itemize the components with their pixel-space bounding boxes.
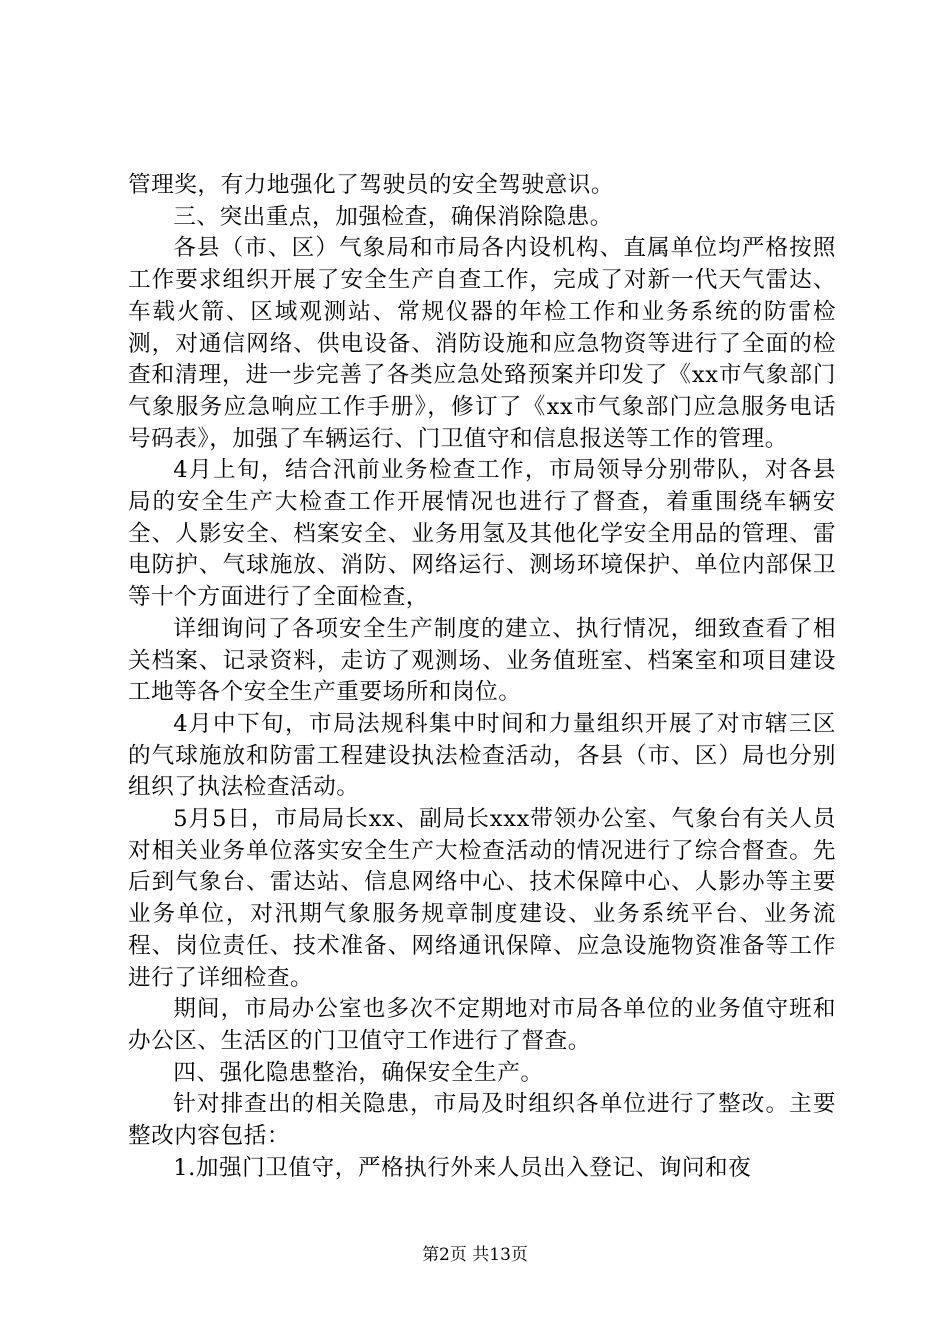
paragraph: 5月5日，市局局长xx、副局长xxx带领办公室、气象台有关人员对相关业务单位落实安全生产大检查活动的情况进行了综合督查。先后到气象台、雷达站、信息网络中心、技术保障中心、人影办等主要业务单位，对汛期气象服务规章制度建设、业务系统平台、业务流程、岗位责任、技术准备、网络通讯保障、应急设施物资准备等工作进行了详细检查。 — [128, 806, 836, 991]
paragraph: 4月中下旬，市局法规科集中时间和力量组织开展了对市辖三区的气球施放和防雷工程建设执法检查活动，各县（市、区）局也分别组织了执法检查活动。 — [128, 710, 836, 801]
paragraph: 各县（市、区）气象局和市局各内设机构、直属单位均严格按照工作要求组织开展了安全生产自查工作，完成了对新一代天气雷达、车载火箭、区域观测站、常规仪器的年检工作和业务系统的防雷检测，对通信网络、供电设备、消防设施和应急物资等进行了全面的检查和清理，进一步完善了各类应急处臵预案并印发了《xx市气象部门气象服务应急响应工作手册》，修订了《xx市气象部门应急服务电话号码表》，加强了车辆运行、门卫值守和信息报送等工作的管理。 — [128, 235, 836, 452]
section-heading: 四、强化隐患整治，确保安全生产。 — [173, 1059, 544, 1086]
paragraph: 4月上旬，结合汛前业务检查工作，市局领导分别带队，对各县局的安全生产大检查工作开展情况也进行了督查，着重围绕车辆安全、人影安全、档案安全、业务用氢及其他化学安全用品的管理、雷电防护、气球施放、消防、网络运行、测场环境保护、单位内部保卫等十个方面进行了全面检查， — [128, 457, 836, 611]
paragraph: 管理奖，有力地强化了驾驶员的安全驾驶意识。 — [128, 172, 615, 198]
paragraph: 针对排查出的相关隐患，市局及时组织各单位进行了整改。主要整改内容包括： — [128, 1091, 836, 1150]
document-body — [128, 170, 836, 1185]
paragraph: 期间，市局办公室也多次不定期地对市局各单位的业务值守班和办公区、生活区的门卫值守工作进行了督查。 — [128, 996, 836, 1054]
page-footer — [0, 1244, 950, 1266]
page-number: 第2页 共13页 — [422, 1245, 528, 1265]
paragraph: 详细询问了各项安全生产制度的建立、执行情况，细致查看了相关档案、记录资料，走访了观测场、业务值班室、档案室和项目建设工地等各个安全生产重要场所和岗位。 — [128, 615, 836, 706]
section-heading: 三、突出重点，加强检查，确保消除隐患。 — [173, 203, 613, 230]
paragraph: 1.加强门卫值守，严格执行外来人员出入登记、询问和夜 — [173, 1154, 752, 1181]
